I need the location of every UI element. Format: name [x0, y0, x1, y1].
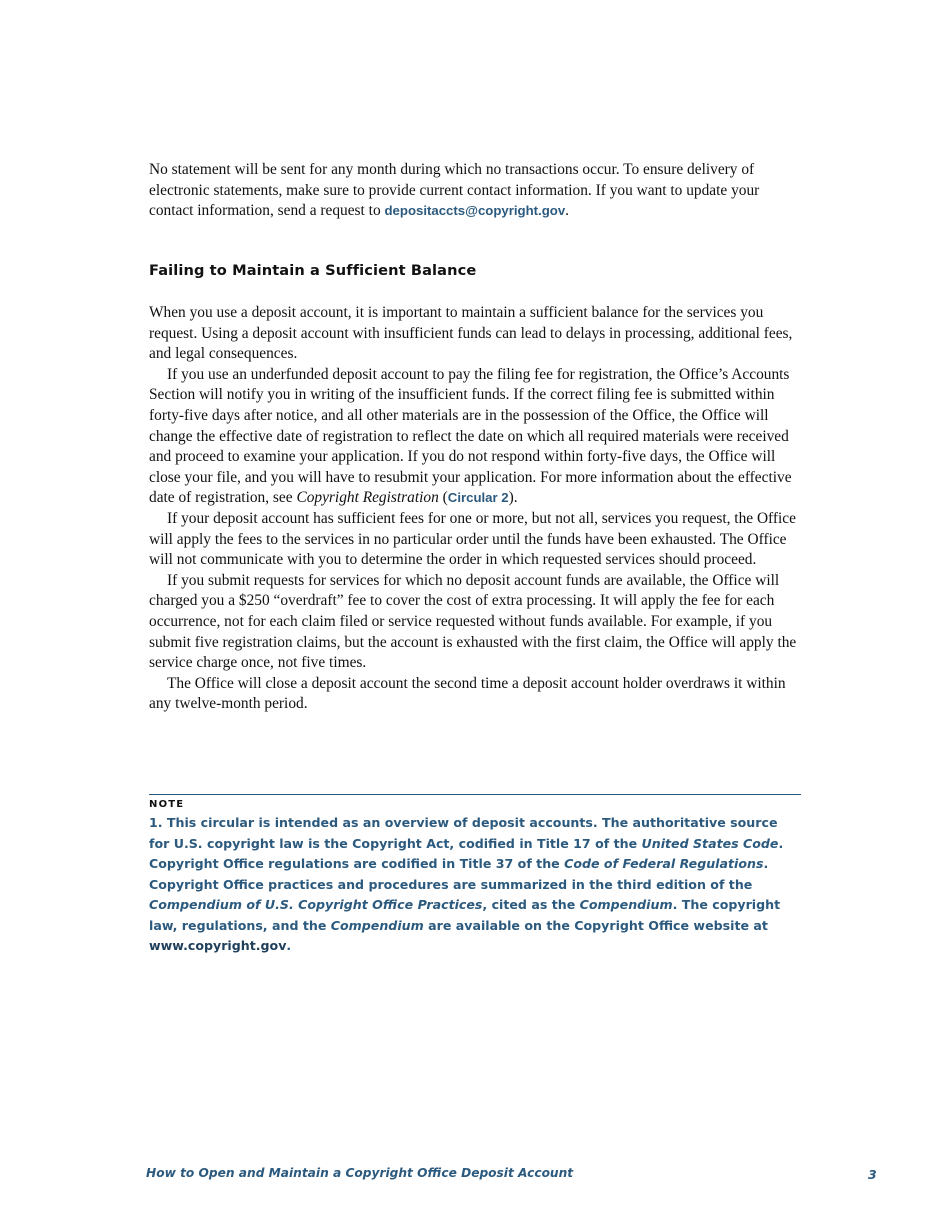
paragraph-2 — [149, 365, 801, 509]
note-italic: Code of Federal Regulations — [564, 856, 764, 871]
note-italic: Compendium of U.S. Copyright Office Practices — [149, 897, 483, 912]
note-part: . The copyright law, regulations, and the — [149, 897, 781, 933]
paragraph-5: The Office will close a deposit account the second time a deposit account holder overdraws it within any twelve-month period. — [149, 674, 786, 713]
note-divider — [149, 794, 801, 795]
section-heading-block — [149, 262, 801, 279]
footer-title: How to Open and Maintain a Copyright Office Deposit Account — [146, 1166, 574, 1180]
note-part: , cited as the — [482, 897, 580, 912]
intro-end: . — [565, 202, 570, 220]
website-link[interactable]: www.copyright.gov — [149, 938, 287, 953]
note-block — [149, 799, 801, 957]
note-italic: Compendium — [579, 897, 673, 912]
note-italic: United States Code — [641, 835, 779, 851]
intro-text: No statement will be sent for any month during which no transactions occur. To ensure delivery of electronic statements, make sure to provide current contact information. If you want to update your contact information, send a request to — [149, 161, 760, 220]
intro-paragraph — [149, 160, 801, 222]
note-part: . — [286, 938, 292, 953]
paragraph-4: If you submit requests for services for which no deposit account funds are available, the Office will charged you a $250 “overdraft” fee to cover the cost of extra processing. It will apply the fee for each occurrence, not for each claim filed or service requested without funds available. For example, if you submit five registration claims, but the account is exhausted with the first claim, the Office will apply the service charge once, not five times. — [149, 571, 797, 672]
note-part: are available on the Copyright Office website at — [423, 917, 768, 933]
paren-open: ( — [438, 489, 448, 507]
email-link[interactable]: depositaccts@copyright.gov — [384, 203, 566, 219]
paragraph-3: If your deposit account has sufficient fees for one or more, but not all, services you request, the Office will apply the fees to the services in no particular order until the funds have been exhausted. The Office will not communicate with you to determine the order in which requested services should proceed. — [149, 509, 796, 569]
paragraph-2-title: Copyright Registration — [296, 489, 439, 507]
note-italic: Compendium — [330, 917, 424, 933]
note-text — [149, 813, 801, 957]
circular-2-link[interactable]: Circular 2 — [447, 490, 509, 506]
paragraph-1: When you use a deposit account, it is important to maintain a sufficient balance for the services you request. Using a deposit account with insufficient funds can lead to delays in processing, additional fees, and legal consequences. — [149, 304, 793, 363]
paren-close: ). — [508, 489, 518, 507]
section-body — [149, 303, 801, 715]
note-part: 1. This circular is intended as an overview of deposit accounts. The authoritative source for U.S. copyright law is the Copyright Act, codified in Title 17 of the — [149, 815, 778, 851]
note-heading: NOTE — [149, 799, 185, 810]
section-heading: Failing to Maintain a Sufficient Balance — [149, 262, 477, 279]
paragraph-2-text: If you use an underfunded deposit account to pay the filing fee for registration, the Office’s Accounts Section will notify you in writing of the insufficient funds. If the correct filing fee is submitted within forty-five days after notice, and all other materials are in the possession of the Office, the Office will change the effective date of registration to reflect the date on which all required materials were received and proceed to examine your application. If you do not respond within forty-five days, the Office will close your file, and you will have to resubmit your application. For more information about the effective date of registration, see — [149, 365, 792, 507]
intro-block — [149, 160, 801, 222]
note-part: . Copyright Office practices and procedures are summarized in the third edition of the — [149, 856, 769, 892]
note-part: . Copyright Office regulations are codified in Title 37 of the — [149, 835, 784, 871]
page-number: 3 — [868, 1167, 877, 1182]
